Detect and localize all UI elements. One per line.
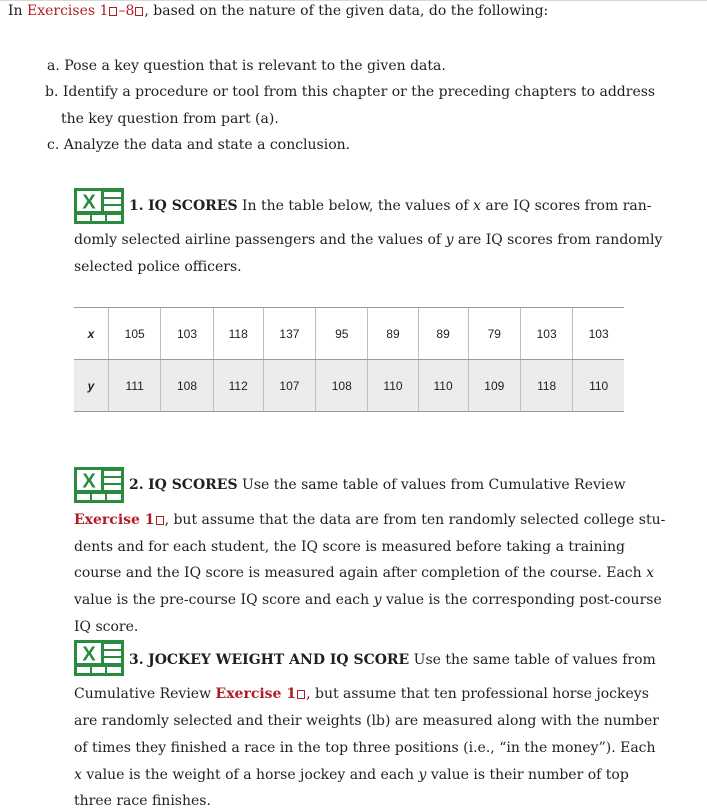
- table-cell: 118: [520, 360, 572, 412]
- exercise-1-link[interactable]: Exercise 1: [74, 512, 165, 528]
- missing-glyph-icon: [109, 7, 117, 16]
- excel-data-icon[interactable]: [74, 467, 124, 503]
- table-cell: 137: [263, 308, 315, 360]
- table-cell: 108: [316, 360, 368, 412]
- missing-glyph-icon: [156, 516, 164, 525]
- table-cell: 110: [418, 360, 468, 412]
- svg-text:X: X: [82, 191, 96, 214]
- table-cell: 108: [161, 360, 213, 412]
- task-c: c. Analyze the data and state a conclusion.: [47, 137, 351, 153]
- svg-text:X: X: [82, 470, 96, 493]
- table-cell: 107: [263, 360, 315, 412]
- table-cell: 89: [418, 308, 468, 360]
- iq-data-table: [74, 307, 624, 412]
- exercise-2-line-1: 2. IQ SCORES Use the same table of values from Cumulative Review: [129, 477, 626, 493]
- table-cell: 109: [468, 360, 520, 412]
- exercises-link[interactable]: Exercises 1 –8: [27, 3, 144, 19]
- table-row-y: [74, 360, 624, 412]
- table-cell: 103: [161, 308, 213, 360]
- table-cell: 103: [573, 308, 624, 360]
- exercise-1-line-3: selected police officers.: [74, 259, 242, 275]
- table-cell: 103: [520, 308, 572, 360]
- table-cell: 95: [316, 308, 368, 360]
- exercise-2-line-4: course and the IQ score is measured again after completion of the course. Each x: [74, 565, 655, 581]
- exercise-2-title: IQ SCORES: [148, 477, 238, 493]
- top-rule: [0, 0, 707, 1]
- missing-glyph-icon: [297, 690, 305, 699]
- excel-data-icon[interactable]: [74, 640, 124, 676]
- table-cell: 110: [573, 360, 624, 412]
- exercise-2-line-3: dents and for each student, the IQ score is measured before taking a training: [74, 539, 625, 555]
- exercise-3-line-2: Cumulative Review Exercise 1 , but assume that ten professional horse jockeys: [74, 686, 649, 702]
- exercise-3-line-3: are randomly selected and their weights (lb) are measured along with the number: [74, 713, 659, 729]
- exercise-1-line-2: domly selected airline passengers and the values of y are IQ scores from randomly: [74, 232, 663, 248]
- row-label-y: y: [74, 360, 109, 412]
- svg-text:X: X: [82, 643, 96, 666]
- task-a: a. Pose a key question that is relevant to the given data.: [47, 58, 446, 74]
- task-b-continued: the key question from part (a).: [61, 111, 279, 127]
- table-row-x: [74, 308, 624, 360]
- exercise-3-line-1: 3. JOCKEY WEIGHT AND IQ SCORE Use the same table of values from: [129, 652, 656, 668]
- table-cell: 110: [368, 360, 418, 412]
- table-cell: 111: [109, 360, 161, 412]
- exercise-3-title: JOCKEY WEIGHT AND IQ SCORE: [148, 652, 410, 668]
- table-cell: 112: [213, 360, 263, 412]
- row-label-x: x: [74, 308, 109, 360]
- exercise-3-line-5: x value is the weight of a horse jockey and each y value is their number of top: [74, 767, 629, 783]
- exercise-2-line-6: IQ score.: [74, 619, 139, 635]
- exercise-1-link[interactable]: Exercise 1: [216, 686, 307, 702]
- exercise-2-line-2: Exercise 1 , but assume that the data are from ten randomly selected college stu-: [74, 512, 666, 528]
- exercise-1-title: IQ SCORES: [148, 198, 238, 214]
- table-cell: 79: [468, 308, 520, 360]
- exercise-2-line-5: value is the pre-course IQ score and each y value is the corresponding post-course: [74, 592, 662, 608]
- table-cell: 118: [213, 308, 263, 360]
- exercise-3-line-4: of times they finished a race in the top three positions (i.e., “in the money”). Each: [74, 740, 656, 756]
- missing-glyph-icon: [135, 7, 143, 16]
- excel-data-icon[interactable]: [74, 188, 124, 224]
- intro-line: In Exercises 1 –8 , based on the nature of the given data, do the following:: [8, 3, 549, 19]
- table-cell: 89: [368, 308, 418, 360]
- task-b: b. Identify a procedure or tool from this chapter or the preceding chapters to address: [45, 84, 656, 100]
- exercise-3-line-6: three race finishes.: [74, 793, 211, 809]
- table-cell: 105: [109, 308, 161, 360]
- exercise-1-line-1: 1. IQ SCORES In the table below, the values of x are IQ scores from ran-: [129, 198, 652, 214]
